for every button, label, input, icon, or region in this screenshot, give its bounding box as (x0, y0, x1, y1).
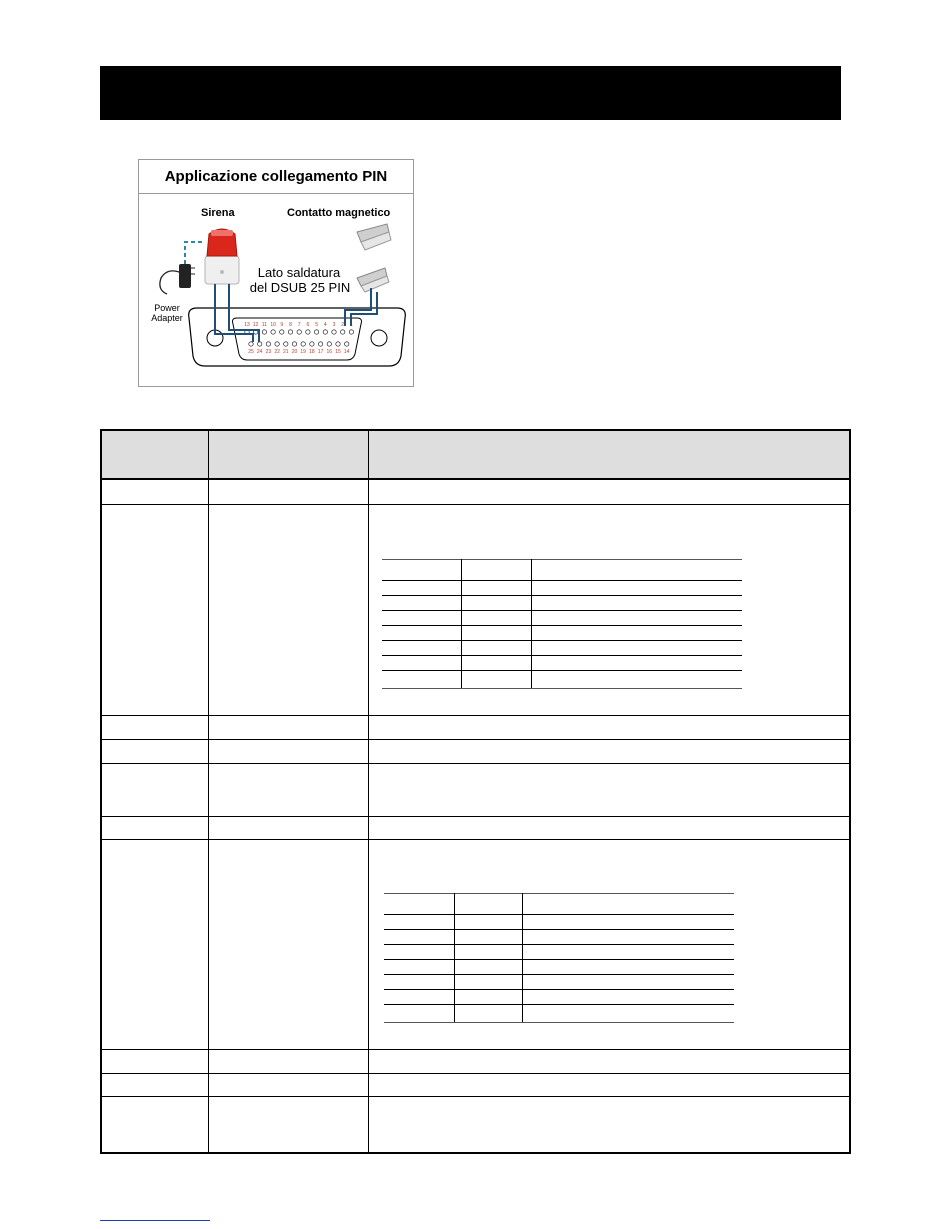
pin-hole (249, 342, 253, 346)
pin-hole (297, 330, 301, 334)
siren-icon (205, 229, 239, 284)
row-divider (102, 1049, 849, 1050)
pin-hole (310, 342, 314, 346)
pin-hole (266, 342, 270, 346)
pin-number-label: 6 (306, 322, 310, 328)
diagram-graphics (139, 160, 415, 388)
column-divider (368, 431, 369, 1152)
power-adapter-icon (160, 264, 195, 294)
power-adapter-line2: Adapter (151, 313, 183, 323)
pin-number-label: 5 (315, 322, 318, 328)
pin-hole (341, 330, 345, 334)
magnetic-contact-icon (357, 224, 391, 292)
pin-hole (332, 330, 336, 334)
pin-hole (318, 342, 322, 346)
pin-hole (280, 330, 284, 334)
pin-number-label: 22 (274, 349, 280, 355)
magnetic-contact-label: Contatto magnetico (287, 207, 391, 219)
pin-number-label: 8 (289, 322, 292, 328)
pin-number-label: 1 (350, 322, 353, 328)
pin-hole (284, 342, 288, 346)
section-header-bar (100, 66, 841, 120)
row-divider (102, 839, 849, 840)
pin-hole (262, 330, 266, 334)
footer-link-underline[interactable] (100, 1220, 210, 1221)
pin-number-label: 4 (323, 322, 327, 328)
pin-hole (275, 342, 279, 346)
pin-number-label: 16 (326, 349, 333, 355)
row-divider (102, 739, 849, 740)
pin-hole (345, 342, 349, 346)
row-divider (102, 1096, 849, 1097)
pin-number-label: 14 (343, 349, 350, 355)
pin-number-label: 11 (261, 322, 268, 328)
pin-number-label: 10 (270, 322, 276, 328)
siren-label: Sirena (201, 207, 235, 219)
pin-number-label: 23 (265, 349, 272, 355)
row-divider (102, 816, 849, 817)
pin-hole (349, 330, 353, 334)
pin-hole (314, 330, 318, 334)
column-divider (208, 431, 209, 1152)
adapter-dashed-wire (185, 242, 205, 264)
pin-number-label: 13 (244, 322, 250, 328)
pin-hole (323, 330, 327, 334)
pin-number-label: 20 (291, 349, 298, 355)
pin-number-label: 12 (252, 322, 259, 328)
pin-subtable-1 (382, 559, 742, 705)
alarm-pin-table (100, 429, 851, 1154)
pin-hole (327, 342, 331, 346)
row-divider (102, 504, 849, 505)
dsub25-connector (189, 308, 406, 366)
pin-connection-diagram (138, 159, 414, 387)
pin-hole (292, 342, 296, 346)
row-divider (102, 1073, 849, 1074)
pin-subtable-2 (384, 893, 734, 1039)
pin-number-label: 15 (335, 349, 341, 355)
pin-hole (301, 342, 305, 346)
diagram-title: Applicazione collegamento PIN (139, 160, 413, 194)
pin-hole (271, 330, 275, 334)
pin-hole (306, 330, 310, 334)
pin-number-label: 3 (332, 322, 336, 328)
row-divider (102, 715, 849, 716)
pin-number-label: 25 (248, 349, 254, 355)
pin-hole (336, 342, 340, 346)
pin-number-label: 21 (283, 349, 289, 355)
pin-number-label: 7 (297, 322, 301, 328)
pin-number-label: 19 (300, 349, 306, 355)
pin-number-label: 2 (341, 322, 345, 328)
power-adapter-line1: Power (154, 303, 180, 313)
pin-number-label: 24 (256, 349, 263, 355)
table-header (102, 431, 849, 480)
pin-number-label: 9 (280, 322, 284, 328)
pin-number-label: 18 (309, 349, 315, 355)
pin-hole (288, 330, 292, 334)
pin-hole (258, 342, 262, 346)
pin-number-label: 17 (317, 349, 324, 355)
solder-side-line1: Lato saldatura (257, 265, 341, 280)
solder-side-line2: del DSUB 25 PIN (249, 280, 351, 295)
row-divider (102, 763, 849, 764)
